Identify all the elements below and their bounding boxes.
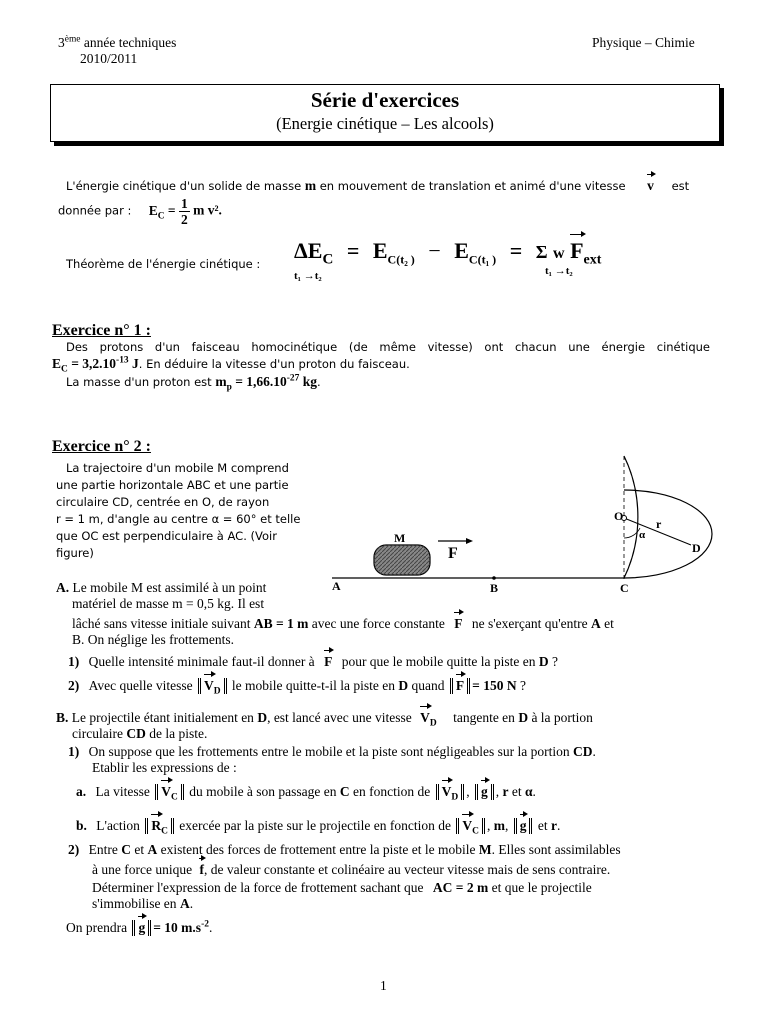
part-a-line-2: matériel de masse m = 0,5 kg. Il est: [72, 596, 265, 611]
theorem-range-left: t₁ →t₂: [294, 270, 322, 282]
part-a-line-4: B. On néglige les frottements.: [72, 632, 234, 647]
label-r: r: [656, 517, 662, 531]
page-subtitle: (Energie cinétique – Les alcools): [276, 114, 494, 133]
part-a-question-1: 1) Quelle intensité minimale faut-il donner à F pour que le mobile quitte la piste en D ?: [68, 654, 559, 669]
part-b-question-1-sub: Etablir les expressions de :: [92, 760, 237, 775]
school-year: 2010/2011: [80, 51, 138, 66]
label-m: M: [394, 531, 406, 545]
force-vector: F: [454, 616, 463, 631]
part-b-question-2-line-2: à une force unique f, de valeur constante et colinéaire au vecteur vitesse mais de sens contraire.: [92, 862, 611, 877]
label-c: C: [620, 581, 629, 595]
part-b-item-a: a. La vitesse $V_C$ du mobile à son passage en C en fonction de $V_D$ , g , r et α.: [76, 784, 536, 803]
velocity-vector: v: [647, 178, 654, 193]
label-b: B: [490, 581, 499, 595]
subject: Physique – Chimie: [592, 35, 695, 50]
part-a-line-1: A. Le mobile M est assimilé à un point: [56, 580, 267, 595]
point-b: [492, 576, 496, 580]
one-half-fraction: $\frac{1}{2}$: [181, 196, 188, 227]
title-box: [50, 84, 720, 142]
intro-line-2: donnée par : $E_C$ = $\frac{1}{2}$ m v².: [58, 196, 222, 227]
part-b-item-b: b. L'action $R_C$ exercée par la piste sur le projectile en fonction de $V_C$ , m, g et r.: [76, 818, 561, 837]
part-b-question-2-line-4: s'immobilise en A.: [92, 896, 194, 911]
label-d: D: [692, 541, 701, 555]
part-a-question-2: 2) Avec quelle vitesse $V_D$ le mobile quitte-t-il la piste en D quand F = 150 N ?: [68, 678, 526, 697]
exercise-1-heading: Exercice n° 1 :: [52, 322, 151, 339]
force-vector: F: [324, 654, 333, 669]
label-alpha: α: [639, 529, 646, 541]
force-arrow-head: [466, 538, 473, 544]
class-level: 3ème année techniques: [58, 34, 177, 50]
label-a: A: [332, 579, 341, 593]
part-b-line-2: circulaire CD de la piste.: [72, 726, 208, 741]
exercise-2-intro: La trajectoire d'un mobile M comprend une partie horizontale ABC et une partie circulaire CD, centrée en O, de rayon r = 1 m, d'angle au centre α = 60° et telle que OC est perpendiculaire à AC. (Voir figure): [56, 461, 301, 560]
exercise-1-line-2: $E_C = 3,2.10^{-13}$ J. En déduire la vitesse d'un proton du faisceau.: [52, 355, 410, 375]
theorem-range-right: t₁ →t₂: [545, 265, 573, 277]
intro-line-1: L'énergie cinétique d'un solide de masse m en mouvement de translation et animé d'une vitesse v est: [66, 178, 690, 193]
part-a-line-3: lâché sans vitesse initiale suivant AB = 1 m avec une force constante F ne s'exerçant qu'entre A et: [72, 616, 614, 631]
part-b-question-2-line-3: Déterminer l'expression de la force de frottement sachant que AC = 2 m et que le projectile: [92, 880, 592, 895]
part-b-question-2-line-1: 2) Entre C et A existent des forces de frottement entre la piste et le mobile M. Elles sont assimilables: [68, 842, 621, 857]
track-figure: [318, 448, 718, 598]
label-o: O: [614, 509, 624, 523]
mobile-block-hatch: [374, 545, 430, 575]
part-b-line-1: B. Le projectile étant initialement en D, est lancé avec une vitesse $V_D$ tangente en D à la portion: [56, 710, 593, 729]
theorem-label: Théorème de l'énergie cinétique :: [66, 257, 261, 271]
part-b-question-1: 1) On suppose que les frottements entre le mobile et la piste sont négligeables sur la portion CD.: [68, 744, 596, 759]
exercise-2-heading: Exercice n° 2 :: [52, 438, 151, 455]
label-f: F: [448, 545, 458, 562]
theorem-formula: $\Delta E_C = E_{C(t_2 )} - E_{C(t_1 )} = \Sigma$ w $F_{ext}$: [294, 238, 602, 268]
gravity-value: On prendra g = 10 $m.s^{-2}$.: [66, 919, 213, 935]
exercise-1-line-3: La masse d'un proton est $m_p = 1,66.10^{-27}$ kg.: [66, 373, 321, 393]
external-force-vector: F: [570, 238, 584, 263]
exercise-1-line-1: Des protons d'un faisceau homocinétique (de même vitesse) ont chacun une énergie cinétique: [66, 340, 710, 354]
page-number: 1: [380, 978, 387, 993]
friction-force-vector: f: [199, 862, 204, 877]
page-title: Série d'exercices: [310, 88, 460, 112]
